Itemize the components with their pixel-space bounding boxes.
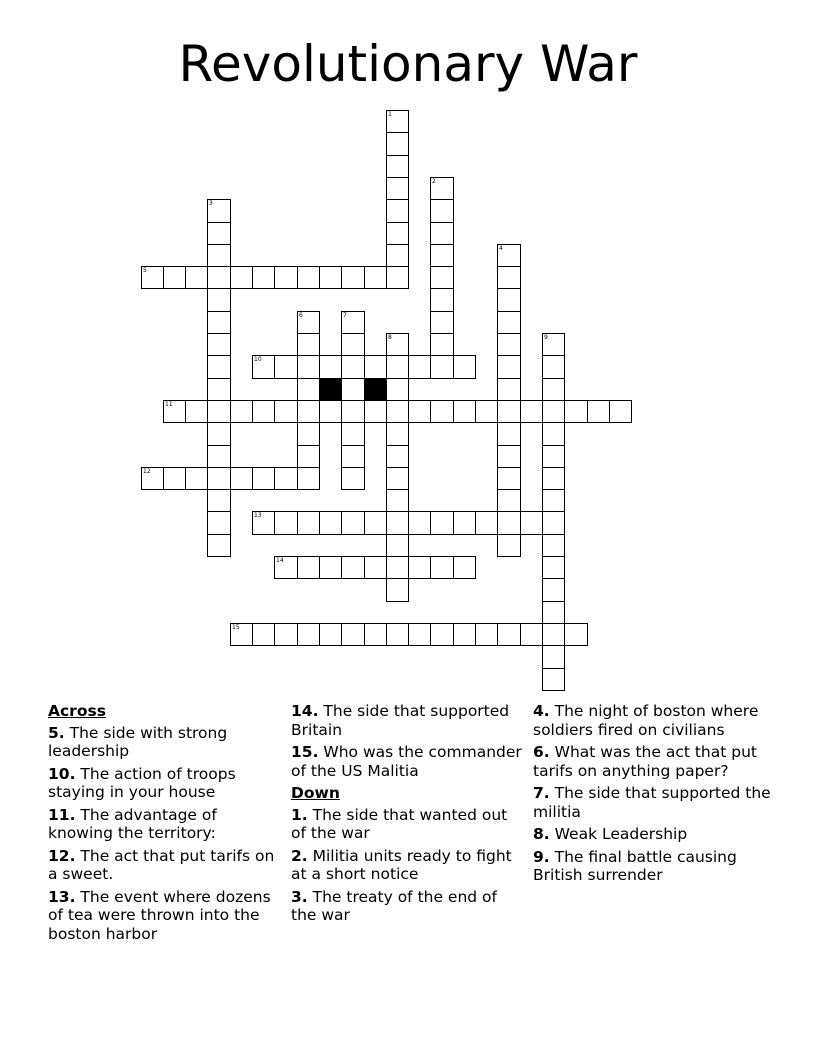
- grid-cell[interactable]: [453, 511, 476, 535]
- grid-cell[interactable]: [408, 511, 431, 535]
- grid-cell[interactable]: [386, 578, 409, 602]
- grid-cell[interactable]: [319, 511, 342, 535]
- grid-cell[interactable]: [408, 355, 431, 379]
- grid-cell[interactable]: [475, 511, 498, 535]
- grid-cell[interactable]: [497, 623, 521, 646]
- grid-cell[interactable]: [364, 556, 387, 579]
- grid-cell[interactable]: [564, 400, 588, 423]
- grid-cell[interactable]: [341, 556, 365, 579]
- grid-cell[interactable]: [386, 177, 409, 200]
- grid-cell[interactable]: [185, 467, 208, 490]
- clue-down-9: 9. The final battle causing British surrender: [533, 847, 737, 884]
- grid-cell[interactable]: [207, 534, 231, 557]
- grid-cell[interactable]: [609, 400, 632, 423]
- grid-cell[interactable]: [230, 266, 253, 289]
- clue-down-7: 7. The side that supported the militia: [533, 784, 771, 821]
- grid-cell[interactable]: [341, 400, 365, 423]
- clue-across-14: 14. The side that supported Britain: [291, 702, 510, 739]
- grid-cell[interactable]: [386, 467, 409, 490]
- grid-cell[interactable]: [274, 511, 298, 535]
- grid-cell[interactable]: [319, 623, 342, 646]
- grid-block: [364, 378, 387, 401]
- grid-cell[interactable]: [297, 400, 320, 423]
- grid-cell[interactable]: [520, 511, 543, 535]
- grid-block: [319, 378, 342, 401]
- grid-cell[interactable]: [386, 132, 409, 156]
- cell-number: 5: [143, 267, 147, 274]
- grid-cell[interactable]: [364, 355, 387, 379]
- grid-cell[interactable]: [542, 645, 565, 669]
- grid-cell[interactable]: [497, 333, 521, 356]
- grid-cell[interactable]: [297, 467, 320, 490]
- grid-cell[interactable]: [430, 355, 454, 379]
- grid-cell[interactable]: [319, 400, 342, 423]
- grid-cell[interactable]: [341, 422, 365, 446]
- cell-number: 9: [544, 334, 548, 341]
- grid-cell[interactable]: [497, 266, 521, 289]
- grid-cell[interactable]: [430, 400, 454, 423]
- clue-across-12: 12. The act that put tarifs on a sweet.: [48, 846, 275, 883]
- grid-cell[interactable]: [207, 266, 231, 289]
- grid-cell[interactable]: [542, 623, 565, 646]
- grid-cell[interactable]: [497, 467, 521, 490]
- grid-cell[interactable]: [430, 511, 454, 535]
- grid-cell[interactable]: [386, 355, 409, 379]
- clue-down-8: 8. Weak Leadership: [533, 825, 688, 843]
- grid-cell[interactable]: [207, 199, 231, 223]
- grid-cell[interactable]: [587, 400, 610, 423]
- grid-cell[interactable]: [497, 288, 521, 312]
- grid-cell[interactable]: [386, 266, 409, 289]
- grid-cell[interactable]: [497, 355, 521, 379]
- grid-cell[interactable]: [497, 311, 521, 334]
- grid-cell[interactable]: [542, 333, 565, 356]
- grid-cell[interactable]: [542, 556, 565, 579]
- grid-cell[interactable]: [319, 556, 342, 579]
- grid-cell[interactable]: [274, 467, 298, 490]
- grid-cell[interactable]: [364, 511, 387, 535]
- grid-cell[interactable]: [542, 578, 565, 602]
- grid-cell[interactable]: [274, 355, 298, 379]
- grid-cell[interactable]: [341, 311, 365, 334]
- grid-cell[interactable]: [207, 288, 231, 312]
- grid-cell[interactable]: [386, 244, 409, 267]
- grid-cell[interactable]: [207, 422, 231, 446]
- grid-cell[interactable]: [430, 333, 454, 356]
- grid-cell[interactable]: [542, 601, 565, 624]
- grid-cell[interactable]: [542, 355, 565, 379]
- grid-cell[interactable]: [297, 266, 320, 289]
- grid-cell[interactable]: [386, 556, 409, 579]
- cell-number: 4: [499, 245, 503, 252]
- clue-across-10: 10. The action of troops staying in your house: [48, 764, 236, 801]
- cell-number: 12: [143, 468, 151, 475]
- grid-cell[interactable]: [386, 110, 409, 133]
- grid-cell[interactable]: [408, 556, 431, 579]
- grid-cell[interactable]: [341, 333, 365, 356]
- cell-number: 10: [254, 356, 262, 363]
- clue-across-5: 5. The side with strong leadership: [48, 723, 228, 760]
- cell-number: 7: [343, 312, 347, 319]
- across-heading: Across: [48, 702, 106, 720]
- grid-cell[interactable]: [297, 511, 320, 535]
- grid-cell[interactable]: [207, 333, 231, 356]
- grid-cell[interactable]: [207, 511, 231, 535]
- grid-cell[interactable]: [163, 467, 186, 490]
- cell-number: 3: [209, 200, 213, 207]
- grid-cell[interactable]: [475, 623, 498, 646]
- grid-cell[interactable]: [408, 623, 431, 646]
- grid-cell[interactable]: [341, 445, 365, 468]
- puzzle-title: Revolutionary War: [178, 35, 638, 93]
- grid-cell[interactable]: [386, 378, 409, 401]
- cell-number: 6: [299, 312, 303, 319]
- grid-cell[interactable]: [252, 400, 275, 423]
- clue-down-2: 2. Militia units ready to fight at a short notice: [291, 846, 512, 883]
- clue-list: [48, 702, 778, 1002]
- grid-cell[interactable]: [207, 467, 231, 490]
- grid-cell[interactable]: [207, 355, 231, 379]
- grid-cell[interactable]: [141, 467, 164, 490]
- grid-cell[interactable]: [207, 400, 231, 423]
- grid-cell[interactable]: [319, 266, 342, 289]
- grid-cell[interactable]: [475, 400, 498, 423]
- grid-cell[interactable]: [230, 400, 253, 423]
- down-heading: Down: [291, 784, 340, 802]
- grid-cell[interactable]: [430, 288, 454, 312]
- grid-cell[interactable]: [252, 623, 275, 646]
- clue-across-15: 15. Who was the commander of the US Malitia: [291, 743, 522, 780]
- grid-cell[interactable]: [386, 422, 409, 446]
- grid-cell[interactable]: [207, 445, 231, 468]
- grid-cell[interactable]: [453, 355, 476, 379]
- grid-cell[interactable]: [430, 222, 454, 245]
- grid-cell[interactable]: [274, 623, 298, 646]
- grid-cell[interactable]: [297, 623, 320, 646]
- grid-cell[interactable]: [497, 244, 521, 267]
- grid-cell[interactable]: [497, 422, 521, 446]
- grid-cell[interactable]: [185, 266, 208, 289]
- grid-cell[interactable]: [430, 266, 454, 289]
- grid-cell[interactable]: [542, 668, 565, 691]
- grid-cell[interactable]: [453, 400, 476, 423]
- grid-cell[interactable]: [274, 400, 298, 423]
- grid-cell[interactable]: [386, 155, 409, 178]
- grid-cell[interactable]: [163, 400, 186, 423]
- clue-across-11: 11. The advantage of knowing the territory:: [48, 805, 217, 842]
- grid-cell[interactable]: [297, 333, 320, 356]
- clue-across-13: 13. The event where dozens of tea were thrown into the boston harbor: [48, 887, 271, 943]
- grid-cell[interactable]: [542, 467, 565, 490]
- grid-cell[interactable]: [430, 177, 454, 200]
- grid-cell[interactable]: [252, 355, 275, 379]
- grid-cell[interactable]: [274, 556, 298, 579]
- grid-cell[interactable]: [341, 355, 365, 379]
- grid-cell[interactable]: [207, 222, 231, 245]
- grid-cell[interactable]: [453, 623, 476, 646]
- grid-cell[interactable]: [520, 400, 543, 423]
- grid-cell[interactable]: [341, 623, 365, 646]
- grid-cell[interactable]: [542, 422, 565, 446]
- clue-column-3: [533, 702, 778, 889]
- clue-down-1: 1. The side that wanted out of the war: [291, 805, 508, 842]
- grid-cell[interactable]: [497, 511, 521, 535]
- grid-cell[interactable]: [252, 266, 275, 289]
- cell-number: 8: [388, 334, 392, 341]
- grid-cell[interactable]: [364, 400, 387, 423]
- cell-number: 2: [432, 178, 436, 185]
- grid-cell[interactable]: [274, 266, 298, 289]
- grid-cell[interactable]: [386, 333, 409, 356]
- clue-down-4: 4. The night of boston where soldiers fired on civilians: [533, 702, 759, 739]
- grid-cell[interactable]: [497, 400, 521, 423]
- grid-cell[interactable]: [341, 467, 365, 490]
- grid-cell[interactable]: [386, 199, 409, 223]
- grid-cell[interactable]: [386, 489, 409, 512]
- clue-down-3: 3. The treaty of the end of the war: [291, 887, 497, 924]
- grid-cell[interactable]: [297, 311, 320, 334]
- grid-cell[interactable]: [386, 623, 409, 646]
- grid-cell[interactable]: [297, 556, 320, 579]
- clue-column-1: [48, 702, 283, 947]
- grid-cell[interactable]: [364, 266, 387, 289]
- grid-cell[interactable]: [542, 511, 565, 535]
- grid-cell[interactable]: [141, 266, 164, 289]
- cell-number: 14: [276, 557, 284, 564]
- cell-number: 11: [165, 401, 173, 408]
- grid-cell[interactable]: [542, 445, 565, 468]
- grid-cell[interactable]: [497, 489, 521, 512]
- grid-cell[interactable]: [207, 244, 231, 267]
- grid-cell[interactable]: [497, 378, 521, 401]
- grid-cell[interactable]: [185, 400, 208, 423]
- grid-cell[interactable]: [386, 511, 409, 535]
- grid-cell[interactable]: [297, 445, 320, 468]
- grid-cell[interactable]: [341, 266, 365, 289]
- cell-number: 13: [254, 512, 262, 519]
- clue-column-2: [291, 702, 526, 929]
- grid-cell[interactable]: [207, 378, 231, 401]
- grid-cell[interactable]: [252, 511, 275, 535]
- grid-cell[interactable]: [386, 400, 409, 423]
- grid-cell[interactable]: [386, 222, 409, 245]
- grid-cell[interactable]: [207, 489, 231, 512]
- grid-cell[interactable]: [297, 355, 320, 379]
- grid-cell[interactable]: [430, 199, 454, 223]
- grid-cell[interactable]: [297, 378, 320, 401]
- grid-cell[interactable]: [297, 422, 320, 446]
- grid-cell[interactable]: [341, 511, 365, 535]
- clue-down-6: 6. What was the act that put tarifs on anything paper?: [533, 743, 757, 780]
- grid-cell[interactable]: [430, 244, 454, 267]
- grid-cell[interactable]: [163, 266, 186, 289]
- grid-cell[interactable]: [319, 355, 342, 379]
- grid-cell[interactable]: [252, 467, 275, 490]
- grid-cell[interactable]: [386, 445, 409, 468]
- grid-cell[interactable]: [364, 623, 387, 646]
- grid-cell[interactable]: [207, 311, 231, 334]
- cell-number: 1: [388, 111, 392, 118]
- grid-cell[interactable]: [386, 534, 409, 557]
- grid-cell[interactable]: [542, 489, 565, 512]
- grid-cell[interactable]: [564, 623, 588, 646]
- grid-cell[interactable]: [497, 445, 521, 468]
- grid-cell[interactable]: [520, 623, 543, 646]
- grid-cell[interactable]: [430, 623, 454, 646]
- grid-cell[interactable]: [453, 556, 476, 579]
- grid-cell[interactable]: [408, 400, 431, 423]
- grid-cell[interactable]: [542, 400, 565, 423]
- grid-cell[interactable]: [497, 534, 521, 557]
- grid-cell[interactable]: [430, 311, 454, 334]
- grid-cell[interactable]: [230, 623, 253, 646]
- cell-number: 15: [232, 624, 240, 631]
- grid-cell[interactable]: [542, 534, 565, 557]
- grid-cell[interactable]: [542, 378, 565, 401]
- grid-cell[interactable]: [430, 556, 454, 579]
- grid-cell[interactable]: [341, 378, 365, 401]
- grid-cell[interactable]: [230, 467, 253, 490]
